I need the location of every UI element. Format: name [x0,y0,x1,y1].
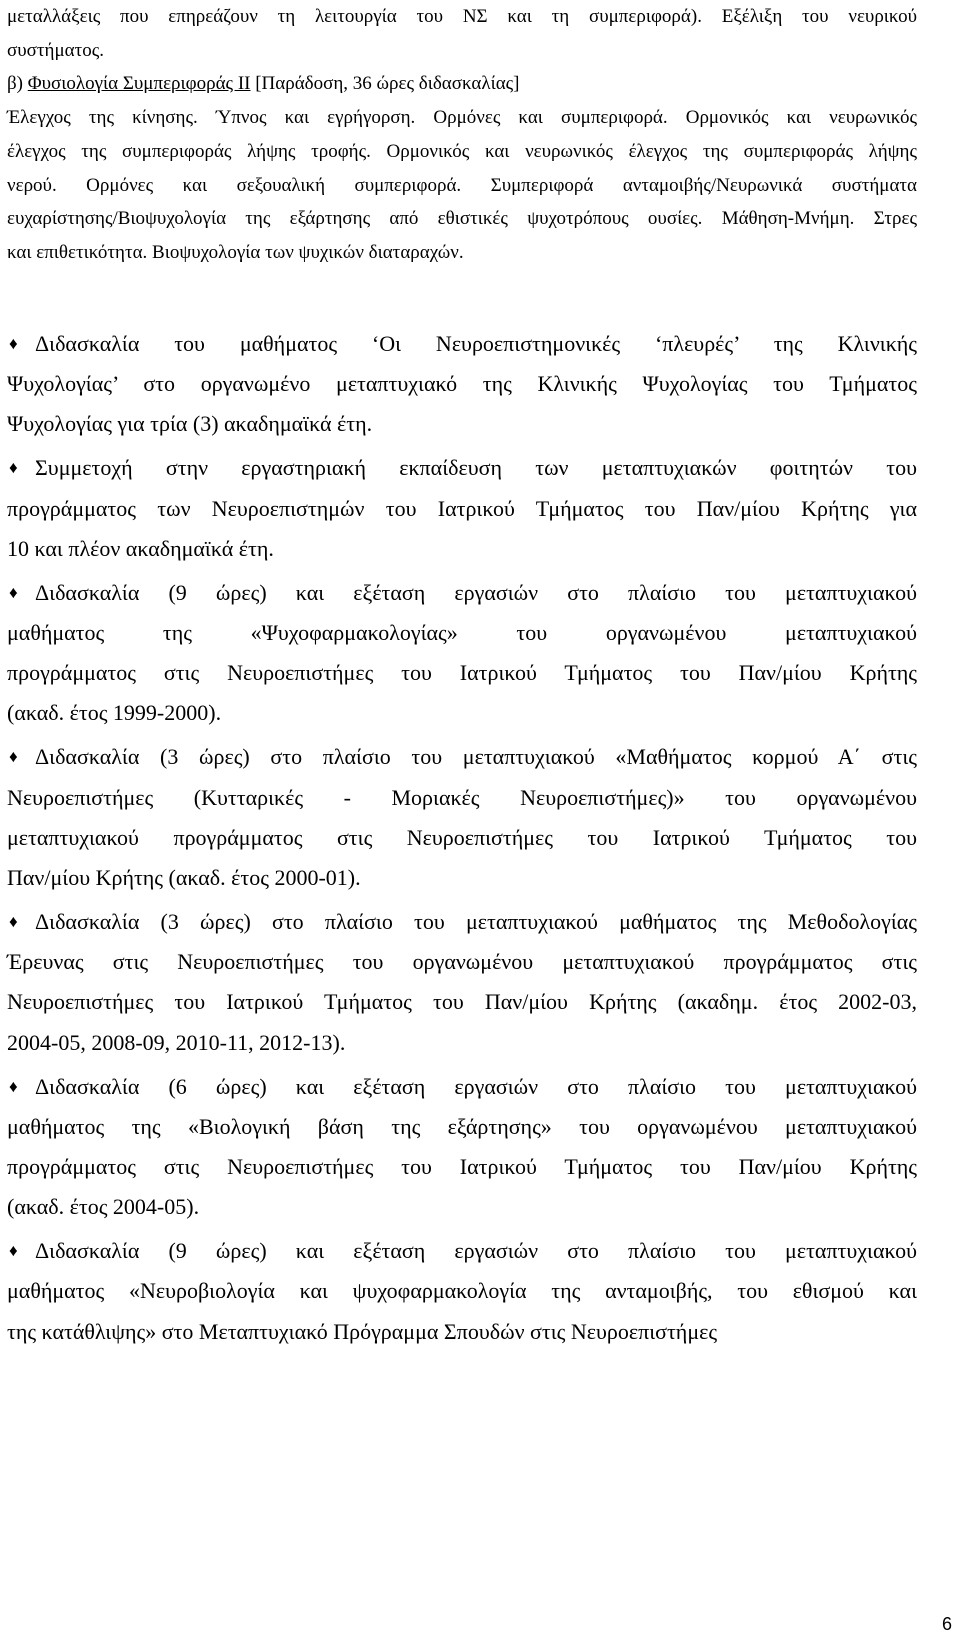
diamond-bullet-icon: ♦ [9,1076,18,1096]
bullet-text: Νευροεπιστήμες του Ιατρικού Τμήματος του Παν/μίου Κρήτης (ακαδημ. έτος 2002-03, [7,989,917,1015]
bullet-text-line [7,1187,917,1227]
page-number: 6 [941,1614,952,1634]
diamond-bullet-icon: ♦ [9,458,18,478]
bullet-text-line [7,324,917,364]
bullet-text: προγράμματος των Νευροεπιστημών του Ιατρικού Τμήματος του Παν/μίου Κρήτης για [7,495,917,521]
bullet-text-line [7,364,917,404]
diamond-bullet-icon: ♦ [9,747,18,767]
text-line: έλεγχος της συμπεριφοράς λήψης τροφής. Ορμονικός και νευρωνικός έλεγχος της συμπεριφοράς λήψης [7,140,917,162]
bullet-text: Συμμετοχή στην εργαστηριακή εκπαίδευση των μεταπτυχιακών φοιτητών του [35,455,917,481]
bullet-item [7,573,917,734]
bullet-text: Ψυχολογίας για τρία (3) ακαδημαϊκά έτη. [7,411,373,437]
bullet-text: της κατάθλιψης» στο Μεταπτυχιακό Πρόγραμμα Σπουδών στις Νευροεπιστήμες [7,1318,718,1344]
bullet-text-line [7,1312,917,1352]
bullet-text-line [7,1147,917,1187]
bullet-text-line [7,1023,917,1063]
bullet-text: Διδασκαλία (3 ώρες) στο πλαίσιο του μεταπτυχιακού μαθήματος της Μεθοδολογίας [35,909,917,935]
text-line: μεταλλάξεις που επηρεάζουν τη λειτουργία του ΝΣ και τη συμπεριφορά). Εξέλιξη του νευρικού [7,6,917,27]
bullet-text: Διδασκαλία (9 ώρες) και εξέταση εργασιών στο πλαίσιο του μεταπτυχιακού [35,1238,917,1264]
bullet-text-line [7,1107,917,1147]
diamond-bullet-icon: ♦ [9,1241,18,1261]
bullet-text: μαθήματος της «Βιολογική βάση της εξάρτησης» του οργανωμένου μεταπτυχιακού [7,1113,917,1139]
bullet-text: μεταπτυχιακού προγράμματος στις Νευροεπιστήμες του Ιατρικού Τμήματος του [7,824,917,850]
bullet-text-line [7,693,917,733]
bullet-item [7,324,917,445]
bullet-text: (ακαδ. έτος 2004-05). [7,1194,200,1220]
bullet-text: (ακαδ. έτος 1999-2000). [7,700,222,726]
bullet-text: Ψυχολογίας’ στο οργανωμένο μεταπτυχιακό της Κλινικής Ψυχολογίας του Τμήματος [7,371,917,397]
bullet-text: Νευροεπιστήμες (Κυτταρικές - Μοριακές Νευροεπιστήμες)» του οργανωμένου [7,784,917,810]
bullet-text: μαθήματος της «Ψυχοφαρμακολογίας» του οργανωμένου μεταπτυχιακού [7,620,917,646]
bullet-item [7,1067,917,1228]
bullet-text-line [7,448,917,488]
diamond-bullet-icon: ♦ [9,334,18,353]
bullet-text-line [7,613,917,653]
bullet-text-line [7,489,917,529]
bullet-text: Διδασκαλία (3 ώρες) στο πλαίσιο του μεταπτυχιακού «Μαθήματος κορμού Α΄ στις [35,744,917,770]
bullet-text-line [7,778,917,818]
bullet-text-line [7,902,917,942]
bullet-text: Διδασκαλία (9 ώρες) και εξέταση εργασιών στο πλαίσιο του μεταπτυχιακού [35,579,917,605]
bullet-text: Διδασκαλία του μαθήματος ‘Οι Νευροεπιστημονικές ‘πλευρές’ της Κλινικής [35,331,917,356]
bullet-text-line [7,1271,917,1311]
bullet-text: Παν/μίου Κρήτης (ακαδ. έτος 2000-01). [7,865,361,891]
course-title-line [7,67,917,101]
bullet-text: 10 και πλέον ακαδημαϊκά έτη. [7,535,274,561]
bullet-text-line [7,404,917,444]
bullet-text: 2004-05, 2008-09, 2010-11, 2012-13). [7,1029,346,1055]
bullet-text-line [7,1231,917,1271]
bullet-text-line [7,942,917,982]
bullet-text-line [7,858,917,898]
bullet-text-line [7,573,917,613]
bullet-text-line [7,982,917,1022]
course-prefix: β) [7,73,28,95]
bullet-text: προγράμματος στις Νευροεπιστήμες του Ιατρικού Τμήματος του Παν/μίου Κρήτης [7,660,917,686]
bullet-text: Έρευνας στις Νευροεπιστήμες του οργανωμένου μεταπτυχιακού προγράμματος στις [7,949,917,975]
course-suffix: [Παράδοση, 36 ώρες διδασκαλίας] [250,73,520,95]
bullet-item [7,902,917,1063]
bullet-text-line [7,737,917,777]
diamond-bullet-icon: ♦ [9,912,18,932]
bullet-text-line [7,818,917,858]
bullet-item [7,737,917,898]
teaching-bullet-list [7,324,917,1356]
bullet-text-line [7,653,917,693]
text-line: και επιθετικότητα. Βιοψυχολογία των ψυχικών διαταραχών. [7,241,464,263]
bullet-text-line [7,529,917,569]
bullet-item [7,1231,917,1352]
text-line: ευχαρίστησης/Βιοψυχολογία της εξάρτησης από εθιστικές ψυχοτρόπους ουσίες. Μάθηση-Μνήμη. Στρες [7,208,917,230]
bullet-text: προγράμματος στις Νευροεπιστήμες του Ιατρικού Τμήματος του Παν/μίου Κρήτης [7,1154,917,1180]
diamond-bullet-icon: ♦ [9,582,18,602]
bullet-item [7,448,917,569]
bullet-text-line [7,1067,917,1107]
course-content-block [7,0,917,270]
text-line: νερού. Ορμόνες και σεξουαλική συμπεριφορά. Συμπεριφορά ανταμοιβής/Νευρωνικά συστήματα [7,174,917,196]
text-line: Έλεγχος της κίνησης. Ύπνος και εγρήγορση. Ορμόνες και συμπεριφορά. Ορμονικός και νευρωνικός [7,107,917,129]
bullet-text: μαθήματος «Νευροβιολογία και ψυχοφαρμακολογία της ανταμοιβής, του εθισμού και [7,1278,917,1304]
course-title: Φυσιολογία Συμπεριφοράς ΙΙ [27,73,251,95]
text-line: συστήματος. [7,39,105,61]
bullet-text: Διδασκαλία (6 ώρες) και εξέταση εργασιών στο πλαίσιο του μεταπτυχιακού [35,1073,917,1099]
